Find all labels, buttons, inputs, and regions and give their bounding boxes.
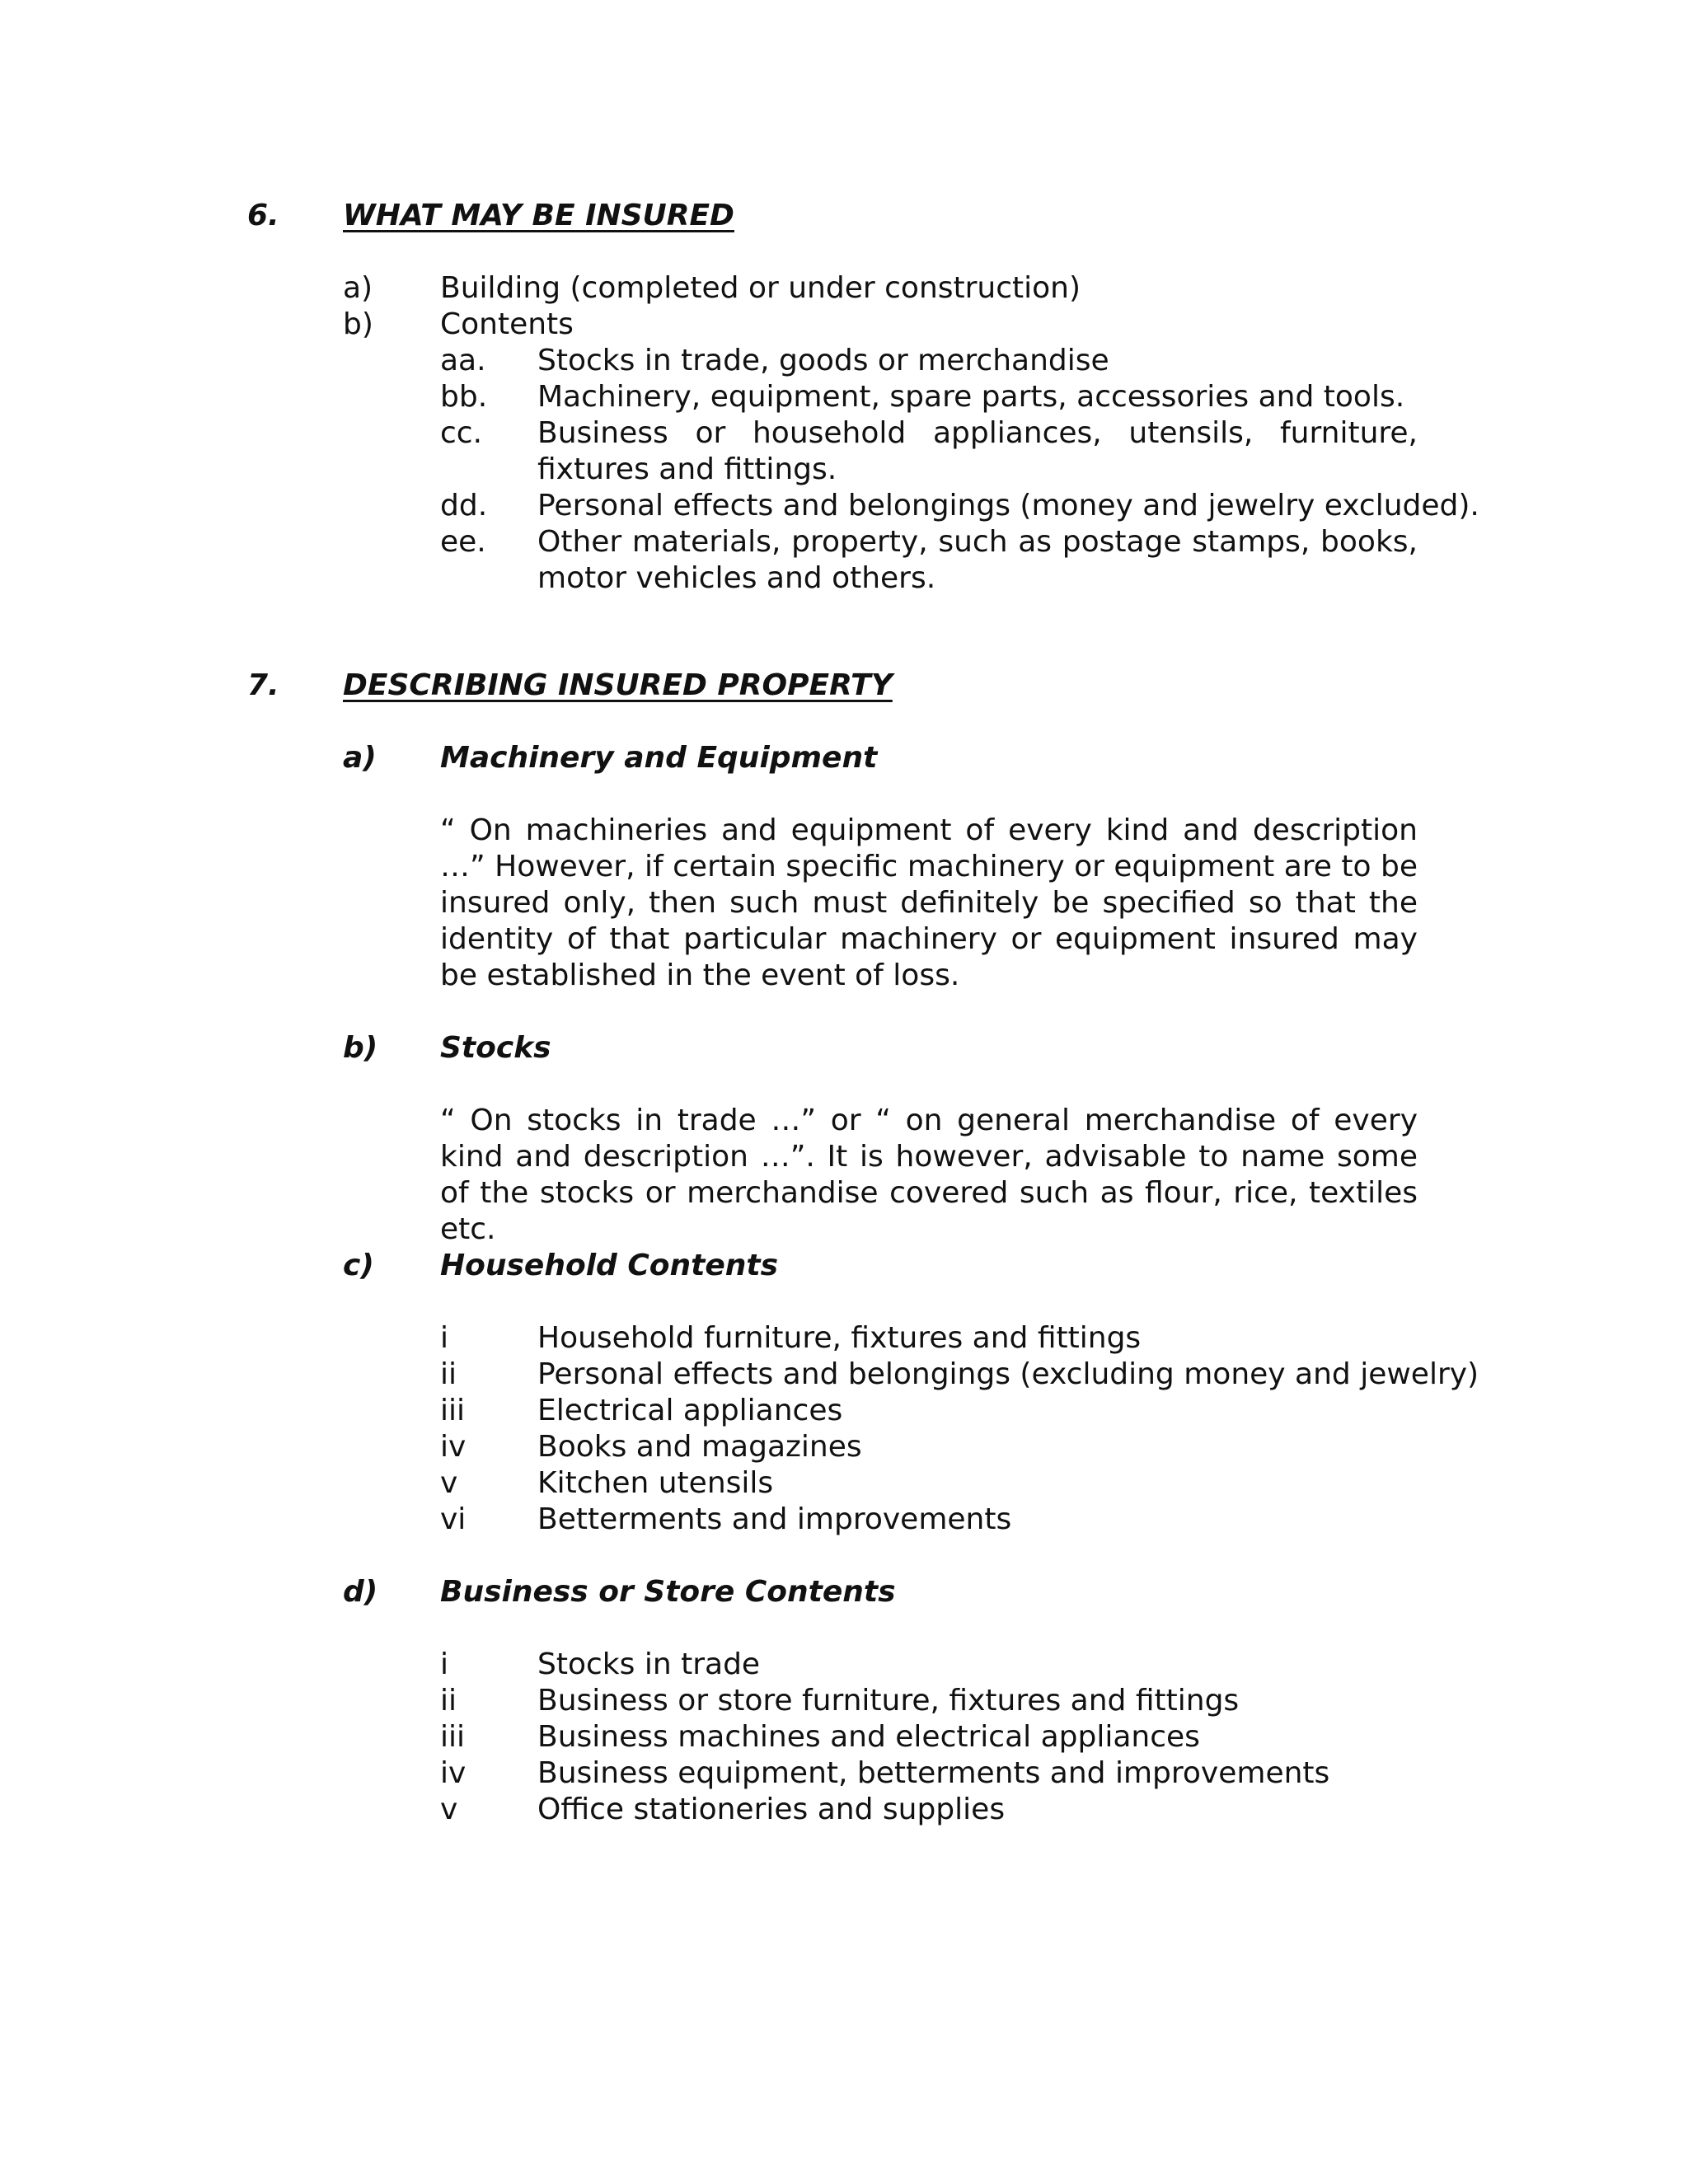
subsection-label: c) — [343, 1249, 374, 1282]
list-item: Household furniture, fixtures and fittings — [537, 1321, 1142, 1355]
subsection-label: d) — [343, 1575, 378, 1609]
sublist-item: Other materials, property, such as postage stamps, books, motor vehicles and others. — [537, 525, 1418, 595]
subsection-title: Machinery and Equipment — [440, 741, 878, 775]
list-item: Personal effects and belongings (excluding money and jewelry) — [537, 1357, 1479, 1391]
list-label: iv — [440, 1430, 467, 1464]
list-item: Business or store furniture, fixtures and fittings — [537, 1684, 1240, 1718]
list-item: Kitchen utensils — [537, 1466, 774, 1500]
section-title: WHAT MAY BE INSURED — [343, 199, 734, 232]
list-item: Building (completed or under construction) — [440, 271, 1081, 305]
sublist-label: ee. — [440, 525, 486, 559]
list-label: i — [440, 1321, 449, 1355]
section-number: 7. — [247, 668, 279, 702]
paragraph: “ On machineries and equipment of every kind and description …” However, if certain specific machinery or equipment are to be insured only, then such must definitely be specified so that the identity of that particular machinery or equipment insured may be established in the event of loss. — [440, 813, 1418, 992]
list-item: Office stationeries and supplies — [537, 1793, 1006, 1826]
list-label: ii — [440, 1357, 457, 1391]
list-item: Betterments and improvements — [537, 1502, 1012, 1536]
list-label: vi — [440, 1502, 467, 1536]
list-item: Stocks in trade — [537, 1647, 761, 1681]
sublist-item: Stocks in trade, goods or merchandise — [537, 344, 1109, 377]
subsection-label: b) — [343, 1031, 378, 1065]
list-label: a) — [343, 271, 373, 305]
subsection-label: a) — [343, 741, 377, 775]
sublist-item: Business or household appliances, utensils, furniture, fixtures and fittings. — [537, 416, 1418, 486]
sublist-label: bb. — [440, 380, 488, 414]
list-item: Business machines and electrical appliances — [537, 1720, 1200, 1754]
section-number: 6. — [247, 199, 279, 232]
list-label: iii — [440, 1394, 466, 1427]
list-label: iv — [440, 1756, 467, 1790]
sublist-item: Machinery, equipment, spare parts, accessories and tools. — [537, 380, 1405, 414]
sublist-label: dd. — [440, 489, 488, 523]
list-label: i — [440, 1647, 449, 1681]
section-title: DESCRIBING INSURED PROPERTY — [343, 668, 893, 702]
list-label: iii — [440, 1720, 466, 1754]
list-item: Contents — [440, 307, 574, 341]
list-label: v — [440, 1466, 458, 1500]
subsection-title: Business or Store Contents — [440, 1575, 896, 1609]
paragraph: “ On stocks in trade …” or “ on general merchandise of every kind and description …”. It is however, advisable to name some of the stocks or merchandise covered such as flour, rice, textiles etc. — [440, 1104, 1418, 1246]
sublist-label: aa. — [440, 344, 486, 377]
list-item: Electrical appliances — [537, 1394, 843, 1427]
list-label: ii — [440, 1684, 457, 1718]
sublist-item: Personal effects and belongings (money and jewelry excluded). — [537, 489, 1479, 523]
list-label: v — [440, 1793, 458, 1826]
subsection-title: Household Contents — [440, 1249, 779, 1282]
list-label: b) — [343, 307, 373, 341]
sublist-label: cc. — [440, 416, 483, 450]
subsection-title: Stocks — [440, 1031, 551, 1065]
list-item: Books and magazines — [537, 1430, 862, 1464]
list-item: Business equipment, betterments and improvements — [537, 1756, 1330, 1790]
